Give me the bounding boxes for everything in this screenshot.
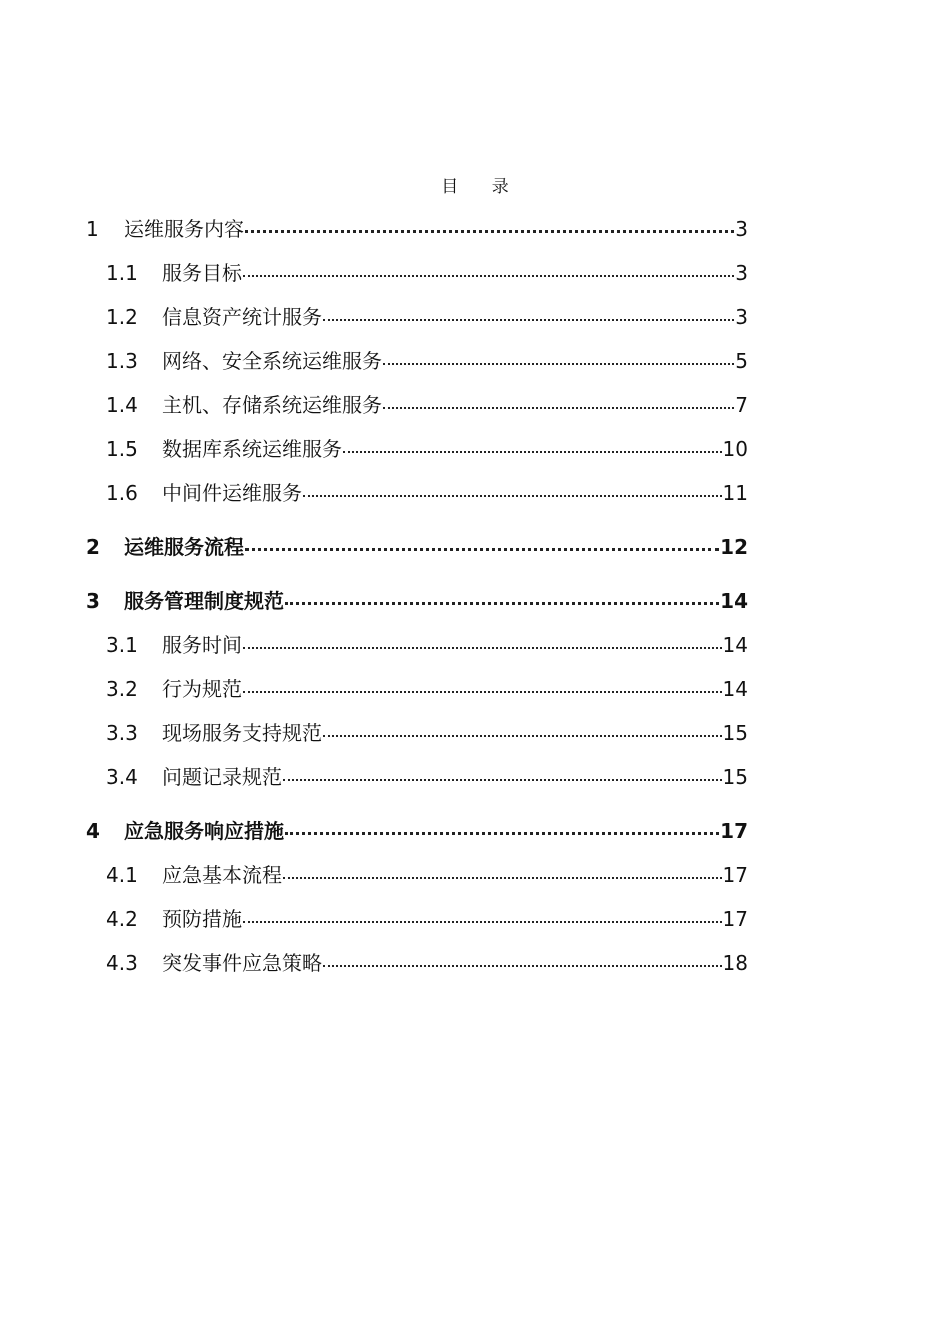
toc-entry-number: 3.4	[106, 765, 138, 789]
toc-entry-number: 3.2	[106, 677, 138, 701]
toc-entry-4-3[interactable]	[86, 950, 748, 976]
toc-entry-number: 3	[86, 589, 100, 613]
toc-entry-number: 1.4	[106, 393, 138, 417]
toc-entry-1-5[interactable]	[86, 436, 748, 462]
toc-entry-1-2[interactable]	[86, 304, 748, 330]
toc-leader-dots	[383, 348, 734, 368]
toc-leader-dots	[383, 392, 734, 412]
toc-entry-3-4[interactable]	[86, 764, 748, 790]
toc-entry-number: 1.5	[106, 437, 138, 461]
toc-entry-page: 3	[735, 217, 748, 241]
toc-leader-dots	[243, 676, 722, 696]
toc-entry-page: 3	[735, 305, 748, 329]
toc-entry-page: 14	[722, 633, 748, 657]
toc-leader-dots	[323, 720, 722, 740]
toc-entry-4[interactable]	[86, 818, 748, 844]
toc-entry-title: 突发事件应急策略	[162, 951, 322, 975]
toc-leader-dots	[283, 862, 722, 882]
toc-entry-page: 17	[722, 907, 748, 931]
toc-entry-3-3[interactable]	[86, 720, 748, 746]
toc-entry-1-4[interactable]	[86, 392, 748, 418]
toc-entry-title: 服务时间	[162, 633, 242, 657]
toc-entry-title: 服务目标	[162, 261, 242, 285]
toc-leader-dots	[285, 588, 719, 608]
toc-entry-page: 17	[720, 819, 748, 843]
toc-entry-page: 14	[722, 677, 748, 701]
toc-entry-number: 4.2	[106, 907, 138, 931]
toc-leader-dots	[245, 216, 734, 236]
toc-entry-title: 运维服务流程	[124, 535, 244, 559]
toc-entry-title: 应急服务响应措施	[124, 819, 284, 843]
toc-entry-number: 3.1	[106, 633, 138, 657]
toc-leader-dots	[323, 950, 722, 970]
toc-entry-3[interactable]	[86, 588, 748, 614]
toc-title: 目 录	[441, 177, 523, 197]
toc-leader-dots	[243, 632, 722, 652]
toc-entry-page: 12	[720, 535, 748, 559]
toc-entry-1-3[interactable]	[86, 348, 748, 374]
toc-entry-number: 1.1	[106, 261, 138, 285]
toc-leader-dots	[285, 818, 719, 838]
toc-entry-1-1[interactable]	[86, 260, 748, 286]
toc-entry-title: 数据库系统运维服务	[162, 437, 342, 461]
toc-entry-4-1[interactable]	[86, 862, 748, 888]
toc-entry-title: 预防措施	[162, 907, 242, 931]
toc-entry-page: 17	[722, 863, 748, 887]
toc-entry-number: 1.3	[106, 349, 138, 373]
toc-entry-3-1[interactable]	[86, 632, 748, 658]
toc-entry-page: 5	[735, 349, 748, 373]
toc-entry-title: 运维服务内容	[124, 217, 244, 241]
toc-entry-1-6[interactable]	[86, 480, 748, 506]
toc-entry-3-2[interactable]	[86, 676, 748, 702]
toc-entry-number: 1.6	[106, 481, 138, 505]
toc-entry-title: 现场服务支持规范	[162, 721, 322, 745]
toc-entry-title: 问题记录规范	[162, 765, 282, 789]
toc-entry-number: 4	[86, 819, 100, 843]
toc-entry-page: 15	[722, 765, 748, 789]
toc-leader-dots	[303, 480, 722, 500]
table-of-contents	[86, 210, 748, 976]
toc-entry-number: 4.1	[106, 863, 138, 887]
toc-entry-number: 3.3	[106, 721, 138, 745]
toc-entry-page: 7	[735, 393, 748, 417]
toc-entry-number: 2	[86, 535, 100, 559]
toc-entry-number: 1.2	[106, 305, 138, 329]
toc-leader-dots	[243, 260, 734, 280]
toc-entry-page: 14	[720, 589, 748, 613]
toc-entry-title: 服务管理制度规范	[124, 589, 284, 613]
toc-entry-2[interactable]	[86, 534, 748, 560]
toc-entry-1[interactable]	[86, 216, 748, 242]
toc-entry-title: 应急基本流程	[162, 863, 282, 887]
toc-entry-page: 15	[722, 721, 748, 745]
toc-entry-page: 3	[735, 261, 748, 285]
toc-entry-number: 4.3	[106, 951, 138, 975]
toc-entry-number: 1	[86, 217, 99, 241]
toc-entry-title: 主机、存储系统运维服务	[162, 393, 382, 417]
toc-leader-dots	[283, 764, 722, 784]
toc-leader-dots	[323, 304, 734, 324]
toc-leader-dots	[245, 534, 719, 554]
toc-entry-4-2[interactable]	[86, 906, 748, 932]
toc-leader-dots	[343, 436, 722, 456]
toc-entry-page: 10	[722, 437, 748, 461]
toc-entry-page: 11	[722, 481, 748, 505]
toc-leader-dots	[243, 906, 722, 926]
toc-entry-title: 网络、安全系统运维服务	[162, 349, 382, 373]
toc-entry-page: 18	[722, 951, 748, 975]
toc-entry-title: 行为规范	[162, 677, 242, 701]
toc-entry-title: 中间件运维服务	[162, 481, 302, 505]
toc-entry-title: 信息资产统计服务	[162, 305, 322, 329]
